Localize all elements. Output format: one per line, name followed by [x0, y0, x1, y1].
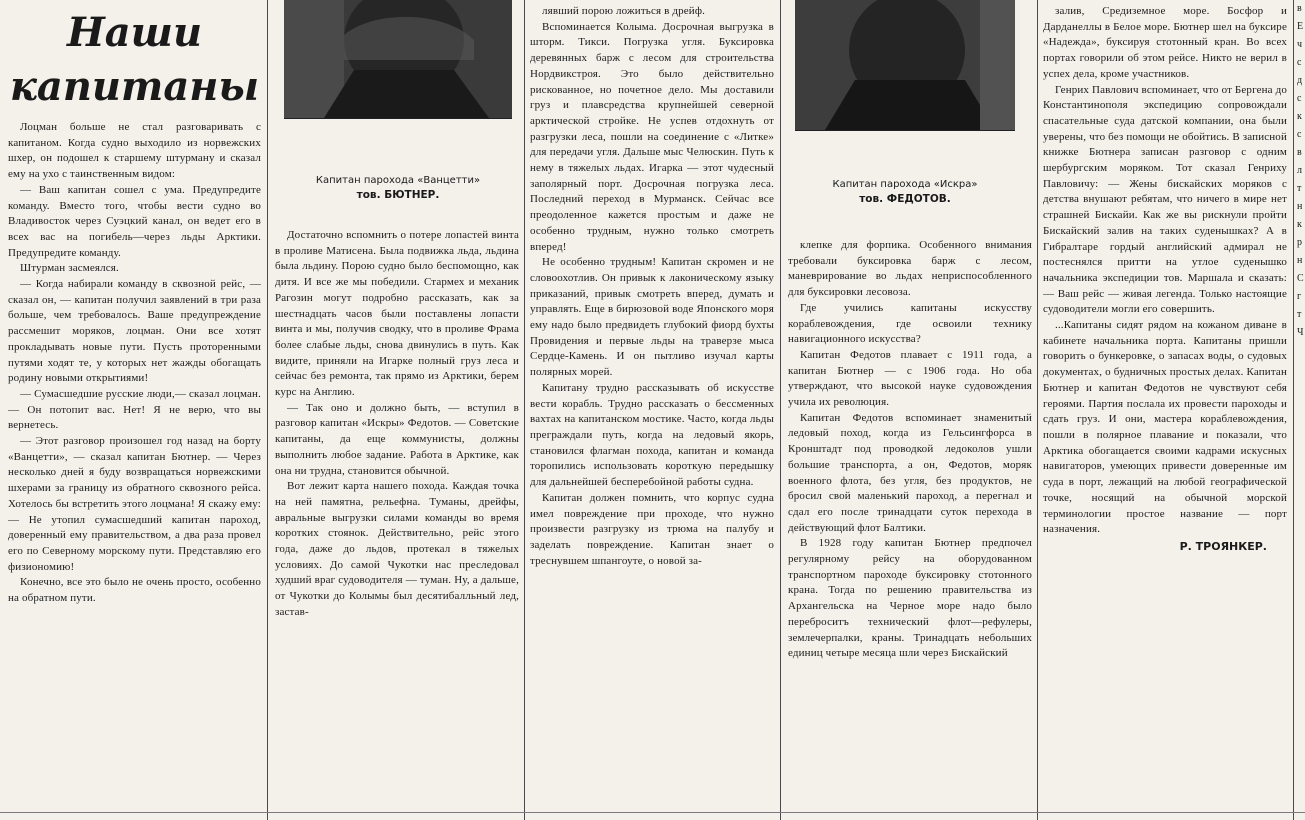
edge-letter: р — [1297, 237, 1302, 248]
edge-letter: Е — [1297, 21, 1304, 32]
paragraph: Капитан Федотов вспоминает знаменитый ледовый поход, когда из Гельсингфорса в Кронштадт под проводкой ледоколов ушли большие транспорта, а он, Федотов, моряк военного флота, без угля, без продуктов, не бросил свой маленький пароход, а перегнал и сдал его после тринадцати суток перехода в действующий флот Балтики. — [788, 411, 1032, 534]
paragraph: — Этот разговор произошел год назад на борту «Ванцетти», — сказал капитан Бютнер. — Через несколько дней я буду возвращаться норвежскими шхерами за границу из обратного сквозного рейса. Хотелось бы встретить этого лоцмана! Я скажу ему: — Не утопил сумасшедший капитан пароход, доверенный ему правительством, а два раза провел его по Северному морскому пути. Представляю его физиономию! — [8, 435, 261, 573]
paragraph: лявший порою ложиться в дрейф. — [542, 5, 705, 17]
column-1 — [8, 0, 261, 820]
title-line-2: капитаны — [9, 63, 260, 110]
paragraph: Генрих Павлович вспоминает, что от Бергена до Константинополя экспедицию сопровождали спасательные суда датской компании, она были уверены, что без помощи не обойтись. В записной книжке Бютнера записан разговор с одним шербургским моряком. Тот сказал Генриху Павловичу: — Жены бискайских моряков с детства внушают ребятам, что ничего в мире нет страшней Бискайи. Как же вы рискнули пройти Бискайский залив на таких суденышках? А в Гибралтаре гордый английский адмирал не постеснялся притти на утлое суденышко начальника экспедиции тов. Маршала и сказать: — Ваш рейс — живая легенда. Только настоящие судоводители могли его совершить. — [1043, 83, 1287, 316]
paragraph: Штурман засмеялся. — [20, 262, 119, 275]
caption-line: Капитан парохода «Ванцетти» — [315, 175, 481, 186]
edge-letter: т — [1297, 309, 1302, 320]
paragraph: Конечно, все это было не очень просто, особенно на обратном пути. — [8, 576, 261, 605]
bottom-rule — [0, 812, 1305, 813]
edge-letter: С — [1297, 273, 1304, 284]
edge-letter: с — [1297, 93, 1302, 104]
paragraph: Лоцман больше не стал разговаривать с капитаном. Когда судно выходило из норвежских шхер, он подошел к старшему штурману и сказал ему на ухо с таинственным видом: — [8, 121, 261, 181]
edge-letter: в — [1297, 3, 1302, 14]
paragraph: Капитану трудно рассказывать об искусстве вести корабль. Трудно рассказать о бессменных вахтах на капитанском мостике. Часто, когда льды преграждали путь, когда на ледовый якорь, становился флагман похода, капитан и команда торопились использовать короткую передышку для дальнейшей бесперебойной работы судна. — [530, 381, 774, 489]
article-title — [8, 6, 261, 114]
edge-letter: к — [1297, 219, 1302, 230]
edge-letter: в — [1297, 147, 1302, 158]
title-line-1: Наши — [66, 9, 203, 56]
column-divider — [780, 0, 781, 820]
paragraph: залив, Средиземное море. Босфор и Дарданеллы в Белое море. Бютнер шел на буксире «Надежда», буксируя стотонный кран. Во всех портах говорили об этом рейсе. Никто не верил в успех дела, кроме участников. — [1043, 5, 1287, 80]
column-4 — [788, 238, 1032, 820]
edge-letter: ч — [1297, 39, 1303, 50]
paragraph: — Сумасшедшие русские люди,— сказал лоцман. — Он потопит вас. Нет! Я не верю, что вы вернетесь. — [8, 387, 261, 432]
caption-line: Капитан парохода «Искра» — [832, 179, 978, 190]
column-divider — [267, 0, 268, 820]
paragraph: Достаточно вспомнить о потере лопастей винта в проливе Матисена. Была подвижка льда, льдина была льдину. Порою судно было беспомощно, как дитя. И все же мы победили. Стармех и механик Рагозин могут подробно рассказать, как за шестнадцать часов были поставлены лопасти винта и мы, получив сводку, что в проливе Фрама более слабые льды, снова двинулись в путь. Как видите, приняли на Игарке полный груз леса и сейчас без ремонта, так прямо из Арктики, берем курс на Англию. — [275, 229, 519, 399]
paragraph: Вот лежит карта нашего похода. Каждая точка на ней памятна, рельефна. Туманы, дрейфы, авральные выгрузки силами команды во время коротких стоянок. Действительно, рейс этого года, даже до льдов, протекал в тяжелых условиях. До самой Чукотки нас преследовал худший враг судоводителя — туман. Ну, а дальше, от Чукотки до Колымы был десятибалльный лед, застав- — [275, 480, 519, 618]
paragraph: — Когда набирали команду в сквозной рейс, — сказал он, — капитан получил заявлений в три раза больше, чем требовалось. Ваше предупреждение рассмешит моряков, лоцман. Они все хотят прокладывать новые пути. Пусть проторенными путями ходят те, у которых нет жажды обогащать родину новыми открытиями! — [8, 278, 261, 385]
paragraph: Вспоминается Колыма. Досрочная выгрузка в шторм. Тикси. Погрузка угля. Буксировка деревянных барж с лесом для строительства Нордвикстроя. Это было действительно рискованное, но почетное дело. Мы доставили груз и плавсредства крупнейшей северной арктической стройке. Не успев отдохнуть от разгрузки леса, пошли на соединение с «Литке» для передачи угля. Дальше мыс Челюскин. Путь к нему в тяжелых льдах. Игарка — этот чудесный заполярный порт. Досрочная погрузка леса. Последний переход в Мурманск. Сейчас все преодоленное кажется простым и даже не особенно трудным, нужно только смотреть вперед! — [530, 20, 774, 253]
paragraph: клепке для форпика. Особенного внимания требовали буксировка барж с лесом, маневрирование во льдах неприспособленного для буксировки лесовоза. — [788, 239, 1032, 299]
paragraph: — Так оно и должно быть, — вступил в разговор капитан «Искры» Федотов. — Советские капитаны, да еще коммунисты, должны выполнить любое задание. Работа в Арктике, как она ни трудна, становится обычной. — [275, 401, 519, 477]
photo-caption-butner — [284, 174, 512, 202]
edge-letter: с — [1297, 129, 1302, 140]
edge-letter: л — [1297, 165, 1302, 176]
edge-letter: н — [1297, 201, 1303, 212]
paragraph: Не особенно трудным! Капитан скромен и не словоохотлив. Он привык к лаконическому языку приказаний, привык смотреть вперед, думать и управлять. Еще в бирюзовой воде Японского моря ему надо было предвидеть глубокий фиорд бухты Провидения и первые льды на траверзе мыса Сердце-Камень. И он пытливо изучал карты полярных морей. — [530, 256, 774, 379]
paragraph: Капитан Федотов плавает с 1911 года, а капитан Бютнер — с 1906 года. Но оба утверждают, что высокой науке судовождения учила их революция. — [788, 348, 1032, 409]
edge-letter: т — [1297, 183, 1302, 194]
edge-letter: Ч — [1297, 327, 1304, 338]
paragraph: — Ваш капитан сошел с ума. Предупредите команду. Вместо того, чтобы вести судно во Владивосток через Суэцкий канал, он ведет его в всех вас на погибель—через льды Арктики. Предупредите команду. — [8, 183, 261, 259]
column-2 — [275, 228, 519, 820]
column-divider — [1037, 0, 1038, 820]
edge-letter: н — [1297, 255, 1303, 266]
edge-letter: к — [1297, 111, 1302, 122]
caption-name: тов. ФЕДОТОВ. — [859, 193, 951, 205]
paragraph: Где учились капитаны искусству кораблевождения, где освоили технику навигационного искусства? — [788, 301, 1032, 346]
cut-off-column — [1297, 0, 1305, 820]
author-signature: Р. ТРОЯНКЕР. — [1179, 539, 1267, 553]
edge-letter: с — [1297, 57, 1302, 68]
paragraph: В 1928 году капитан Бютнер предпочел регулярному рейсу на оборудованном транспортном пароходе буксировку стотонного крана. Тогда по решению правительства из Архангельска на Черное море надо было переброситъ технический флот—рефулеры, землечерпалки, краны. Тринадцать небольших единиц четыре месяца шли через Бискайский — [788, 537, 1032, 660]
portrait-photo-butner — [284, 0, 512, 119]
edge-letter: г — [1297, 291, 1302, 302]
column-3 — [530, 0, 774, 820]
caption-name: тов. БЮТНЕР. — [356, 189, 440, 201]
edge-letter: д — [1297, 75, 1303, 86]
portrait-photo-fedotov — [795, 0, 1015, 131]
column-divider — [524, 0, 525, 820]
column-divider — [1293, 0, 1294, 820]
photo-caption-fedotov — [795, 178, 1015, 206]
paragraph: ...Капитаны сидят рядом на кожаном диване в кабинете начальника порта. Капитаны пришли говорить о бункеровке, о запасах воды, о судовых документах, о будничных простых делах. Капитан Бютнер и капитан Федотов не чувствуют себя героями. Партия послала их провести пароходы и сдать груз. И они, мастера кораблевождения, пошли в полярное плавание и показали, что Арктика обогащается своими кадрами искусных навигаторов, умеющих привести доверенные им суда в порт, лежащий на любой географической точке, носящий на обычной морской терминологии простое название — порт назначения. — [1043, 319, 1287, 536]
column-5 — [1043, 0, 1287, 820]
paragraph: Капитан должен помнить, что корпус судна имел повреждение при проходе, что нужно произвести разгрузку из трюма на палубу и заделать повреждение. Капитан знает о треснувшем шпангоуте, о новой за- — [530, 491, 774, 567]
